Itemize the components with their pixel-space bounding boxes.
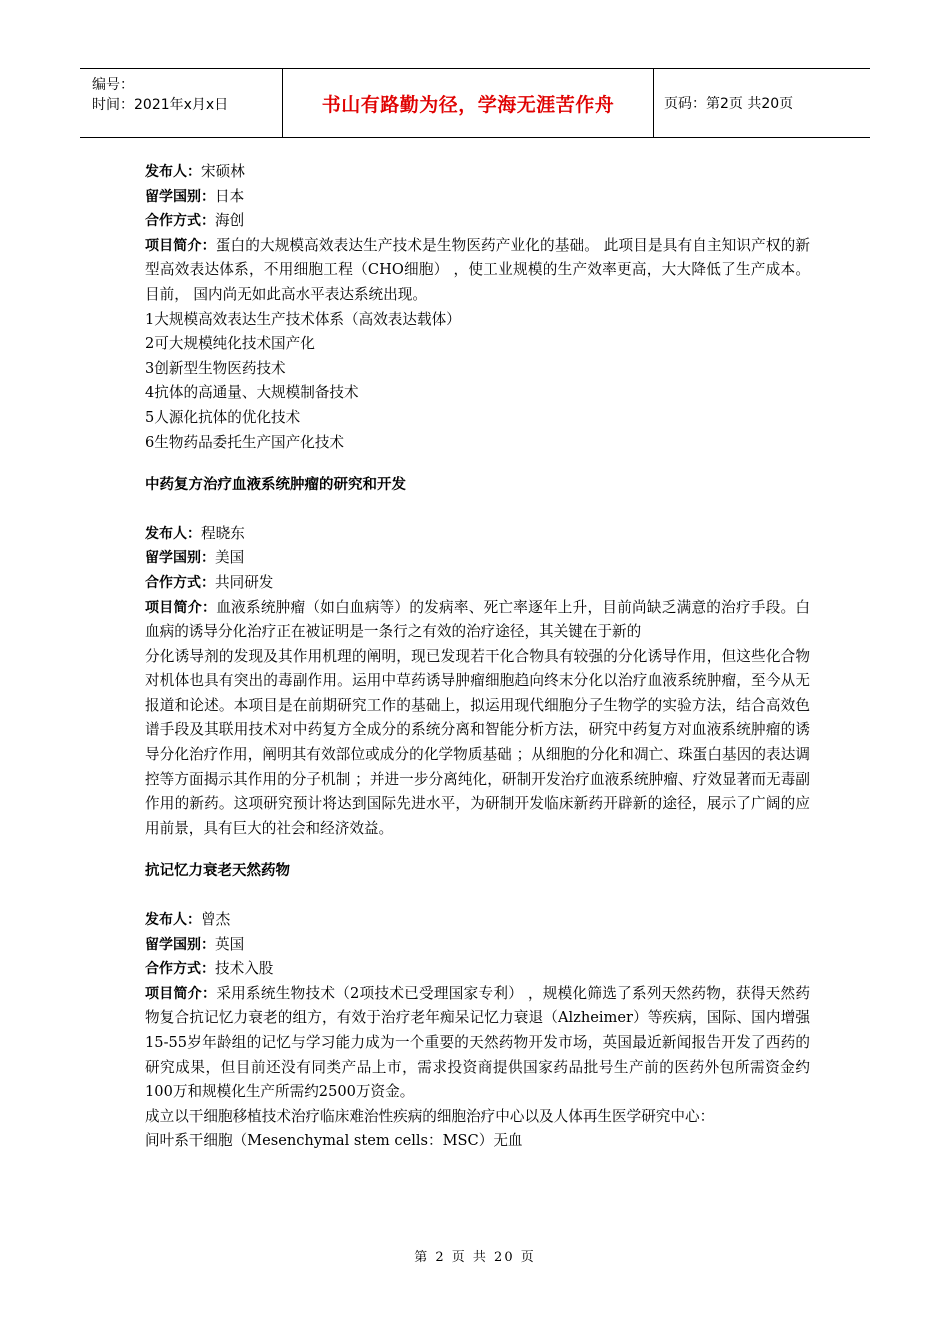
header-date: 时间：2021年x月x日 bbox=[92, 97, 229, 113]
page-footer: 第 2 页 共 20 页 bbox=[414, 1250, 536, 1265]
project2-country: 留学国别：美国 bbox=[145, 549, 245, 567]
project1-item: 4抗体的高通量、大规模制备技术 bbox=[145, 384, 359, 402]
header-meta bbox=[80, 69, 283, 137]
project1-country: 留学国别：日本 bbox=[145, 187, 245, 205]
project1-item: 2可大规模纯化技术国产化 bbox=[145, 335, 315, 353]
project1-intro: 项目简介：蛋白的大规模高效表达生产技术是生物医药产业化的基础。 此项目是具有自主知识产权的新型高效表达体系，不用细胞工程（CHO细胞） ，使工业规模的生产效率更高，大大降低了生产成本。目前， 国内尚无如此高水平表达系统出现。 bbox=[145, 236, 810, 303]
project4-heading-line: 成立以干细胞移植技术治疗临床难治性疾病的细胞治疗中心以及人体再生医学研究中心： bbox=[145, 1107, 715, 1125]
page-header bbox=[80, 68, 870, 138]
project1-publisher: 发布人：宋硕林 bbox=[145, 163, 245, 180]
project2-publisher: 发布人：程晓东 bbox=[145, 524, 245, 542]
project1-item: 1大规模高效表达生产技术体系（高效表达载体） bbox=[145, 310, 461, 328]
header-motto: 书山有路勤为径，学海无涯苦作舟 bbox=[283, 69, 654, 137]
header-code-label: 编号： bbox=[92, 77, 134, 93]
project3-country: 留学国别：英国 bbox=[145, 935, 245, 953]
project4-text-line: 间叶系干细胞（Mesenchymal stem cells：MSC）无血 bbox=[145, 1132, 523, 1150]
project3-intro: 项目简介：采用系统生物技术（2项技术已受理国家专利） ，规模化筛选了系列天然药物，获得天然药物复合抗记忆力衰老的组方，有效于治疗老年痴呆记忆力衰退（Alzheimer）等疾病，国际、国内增强 15-55岁年龄组的记忆与学习能力成为一个重要的天然药物开发市场，英国最近新闻报告开发了西药的研究成果，但目前还没有同类产品上市，需求投资商提供国家药品批号生产前的医药外包所需资金约100万和规模化生产所需约2500万资金。 bbox=[145, 984, 810, 1101]
project1-item: 6生物药品委托生产国产化技术 bbox=[145, 433, 345, 451]
project2-coop: 合作方式：共同研发 bbox=[145, 573, 274, 591]
project1-coop: 合作方式：海创 bbox=[145, 212, 245, 230]
project3-coop: 合作方式：技术入股 bbox=[145, 960, 274, 978]
header-page-info: 页码：第2页 共20页 bbox=[664, 96, 794, 112]
project1-item: 5人源化抗体的优化技术 bbox=[145, 408, 301, 426]
project3-publisher: 发布人：曾杰 bbox=[145, 911, 231, 929]
project3-title: 抗记忆力衰老天然药物 bbox=[145, 863, 290, 880]
project1-item: 3创新型生物医药技术 bbox=[145, 359, 286, 377]
project2-intro: 项目简介：血液系统肿瘤（如白血病等）的发病率、死亡率逐年上升，目前尚缺乏满意的治疗手段。白血病的诱导分化治疗正在被证明是一条行之有效的治疗途径，其关键在于新的 bbox=[145, 598, 810, 641]
project2-intro-continued: 分化诱导剂的发现及其作用机理的阐明，现已发现若干化合物具有较强的分化诱导作用，但这些化合物对机体也具有突出的毒副作用。运用中草药诱导肿瘤细胞趋向终末分化以治疗血液系统肿瘤，至今从无报道和论述。本项目是在前期研究工作的基础上，拟运用现代细胞分子生物学的实验方法，结合高效色谱手段及其联用技术对中药复方全成分的系统分离和智能分析方法，研究中药复方对血液系统肿瘤的诱导分化治疗作用，阐明其有效部位或成分的化学物质基础 ；从细胞的分化和凋亡、珠蛋白基因的表达调控等方面揭示其作用的分子机制 ；并进一步分离纯化，研制开发治疗血液系统肿瘤、疗效显著而无毒副作用的新药。这项研究预计将达到国际先进水平，为研制开发临床新药开辟新的途径，展示了广阔的应用前景，具有巨大的社会和经济效益。 bbox=[145, 647, 810, 837]
document-body bbox=[145, 160, 810, 1154]
project2-title: 中药复方治疗血液系统肿瘤的研究和开发 bbox=[145, 477, 406, 494]
